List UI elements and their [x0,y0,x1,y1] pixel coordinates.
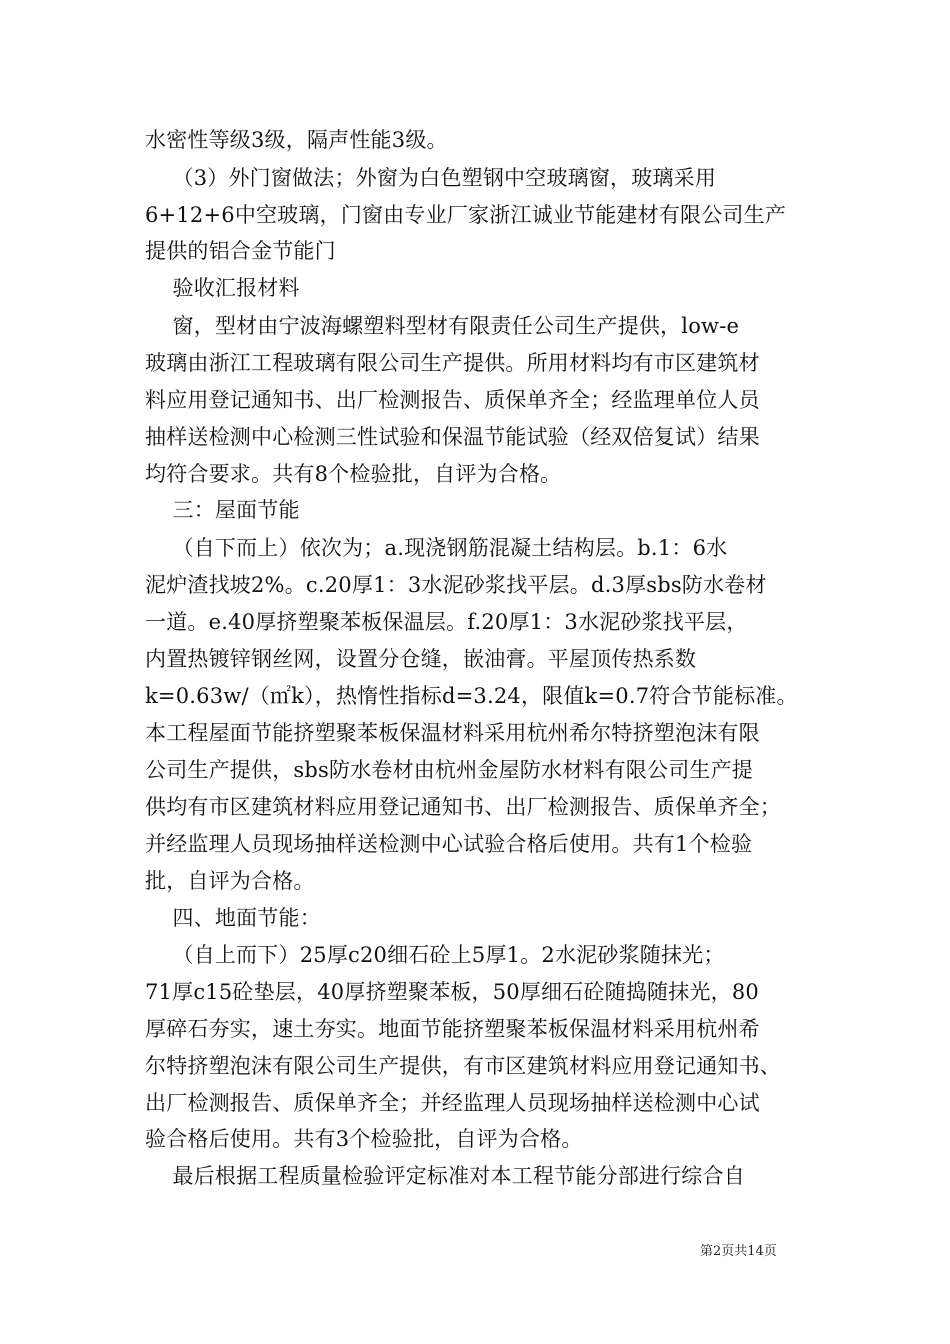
paragraph-line: 最后根据工程质量检验评定标准对本工程节能分部进行综合自 [145,1164,745,1188]
paragraph-line: 窗，型材由宁波海螺塑料型材有限责任公司生产提供，low-e [145,314,740,338]
paragraph-line: 料应用登记通知书、出厂检测报告、质保单齐全；经监理单位人员 [145,388,760,412]
page-number: 第2页共14页 [700,1244,777,1259]
paragraph-line: （自上而下）25厚c20细石砼上5厚1。2水泥砂浆随抹光； [145,943,725,967]
paragraph-line: 水密性等级3级，隔声性能3级。 [145,128,448,152]
section-heading: 四、地面节能： [145,906,321,930]
paragraph-line: 玻璃由浙江工程玻璃有限公司生产提供。所用材料均有市区建筑材 [145,351,760,375]
paragraph-line: 均符合要求。共有8个检验批，自评为合格。 [145,462,562,486]
paragraph-line: 抽样送检测中心检测三性试验和保温节能试验（经双倍复试）结果 [145,425,760,449]
paragraph-line: 尔特挤塑泡沫有限公司生产提供，有市区建筑材料应用登记通知书、 [145,1054,781,1078]
paragraph-line: （3）外门窗做法；外窗为白色塑钢中空玻璃窗，玻璃采用 [145,166,717,190]
paragraph-line: （自下而上）依次为；a.现浇钢筋混凝土结构层。b.1：6水 [145,536,728,560]
paragraph-line: 71厚c15砼垫层，40厚挤塑聚苯板，50厚细石砼随捣随抹光，80 [145,980,759,1004]
paragraph-line: 批，自评为合格。 [145,869,315,893]
paragraph-line: 公司生产提供，sbs防水卷材由杭州金屋防水材料有限公司生产提 [145,758,753,782]
paragraph-line: k=0.63w/（㎡k），热惰性指标d=3.24，限值k=0.7符合节能标准。 [145,684,798,708]
paragraph-line: 并经监理人员现场抽样送检测中心试验合格后使用。共有1个检验 [145,832,753,856]
paragraph-line: 出厂检测报告、质保单齐全；并经监理人员现场抽样送检测中心试 [145,1091,760,1115]
section-heading: 验收汇报材料 [145,276,300,300]
paragraph-line: 一道。e.40厚挤塑聚苯板保温层。f.20厚1：3水泥砂浆找平层， [145,610,748,634]
paragraph-line: 内置热镀锌钢丝网，设置分仓缝，嵌油膏。平屋顶传热系数 [145,647,697,671]
paragraph-line: 6+12+6中空玻璃，门窗由专业厂家浙江诚业节能建材有限公司生产 [145,203,787,227]
paragraph-line: 供均有市区建筑材料应用登记通知书、出厂检测报告、质保单齐全； [145,795,781,819]
paragraph-line: 厚碎石夯实，速土夯实。地面节能挤塑聚苯板保温材料采用杭州希 [145,1017,760,1041]
paragraph-line: 泥炉渣找坡2%。c.20厚1：3水泥砂浆找平层。d.3厚sbs防水卷材 [145,573,767,597]
section-heading: 三：屋面节能 [145,498,300,522]
paragraph-line: 本工程屋面节能挤塑聚苯板保温材料采用杭州希尔特挤塑泡沫有限 [145,721,760,745]
paragraph-line: 提供的铝合金节能门 [145,239,336,263]
paragraph-line: 验合格后使用。共有3个检验批，自评为合格。 [145,1127,583,1151]
